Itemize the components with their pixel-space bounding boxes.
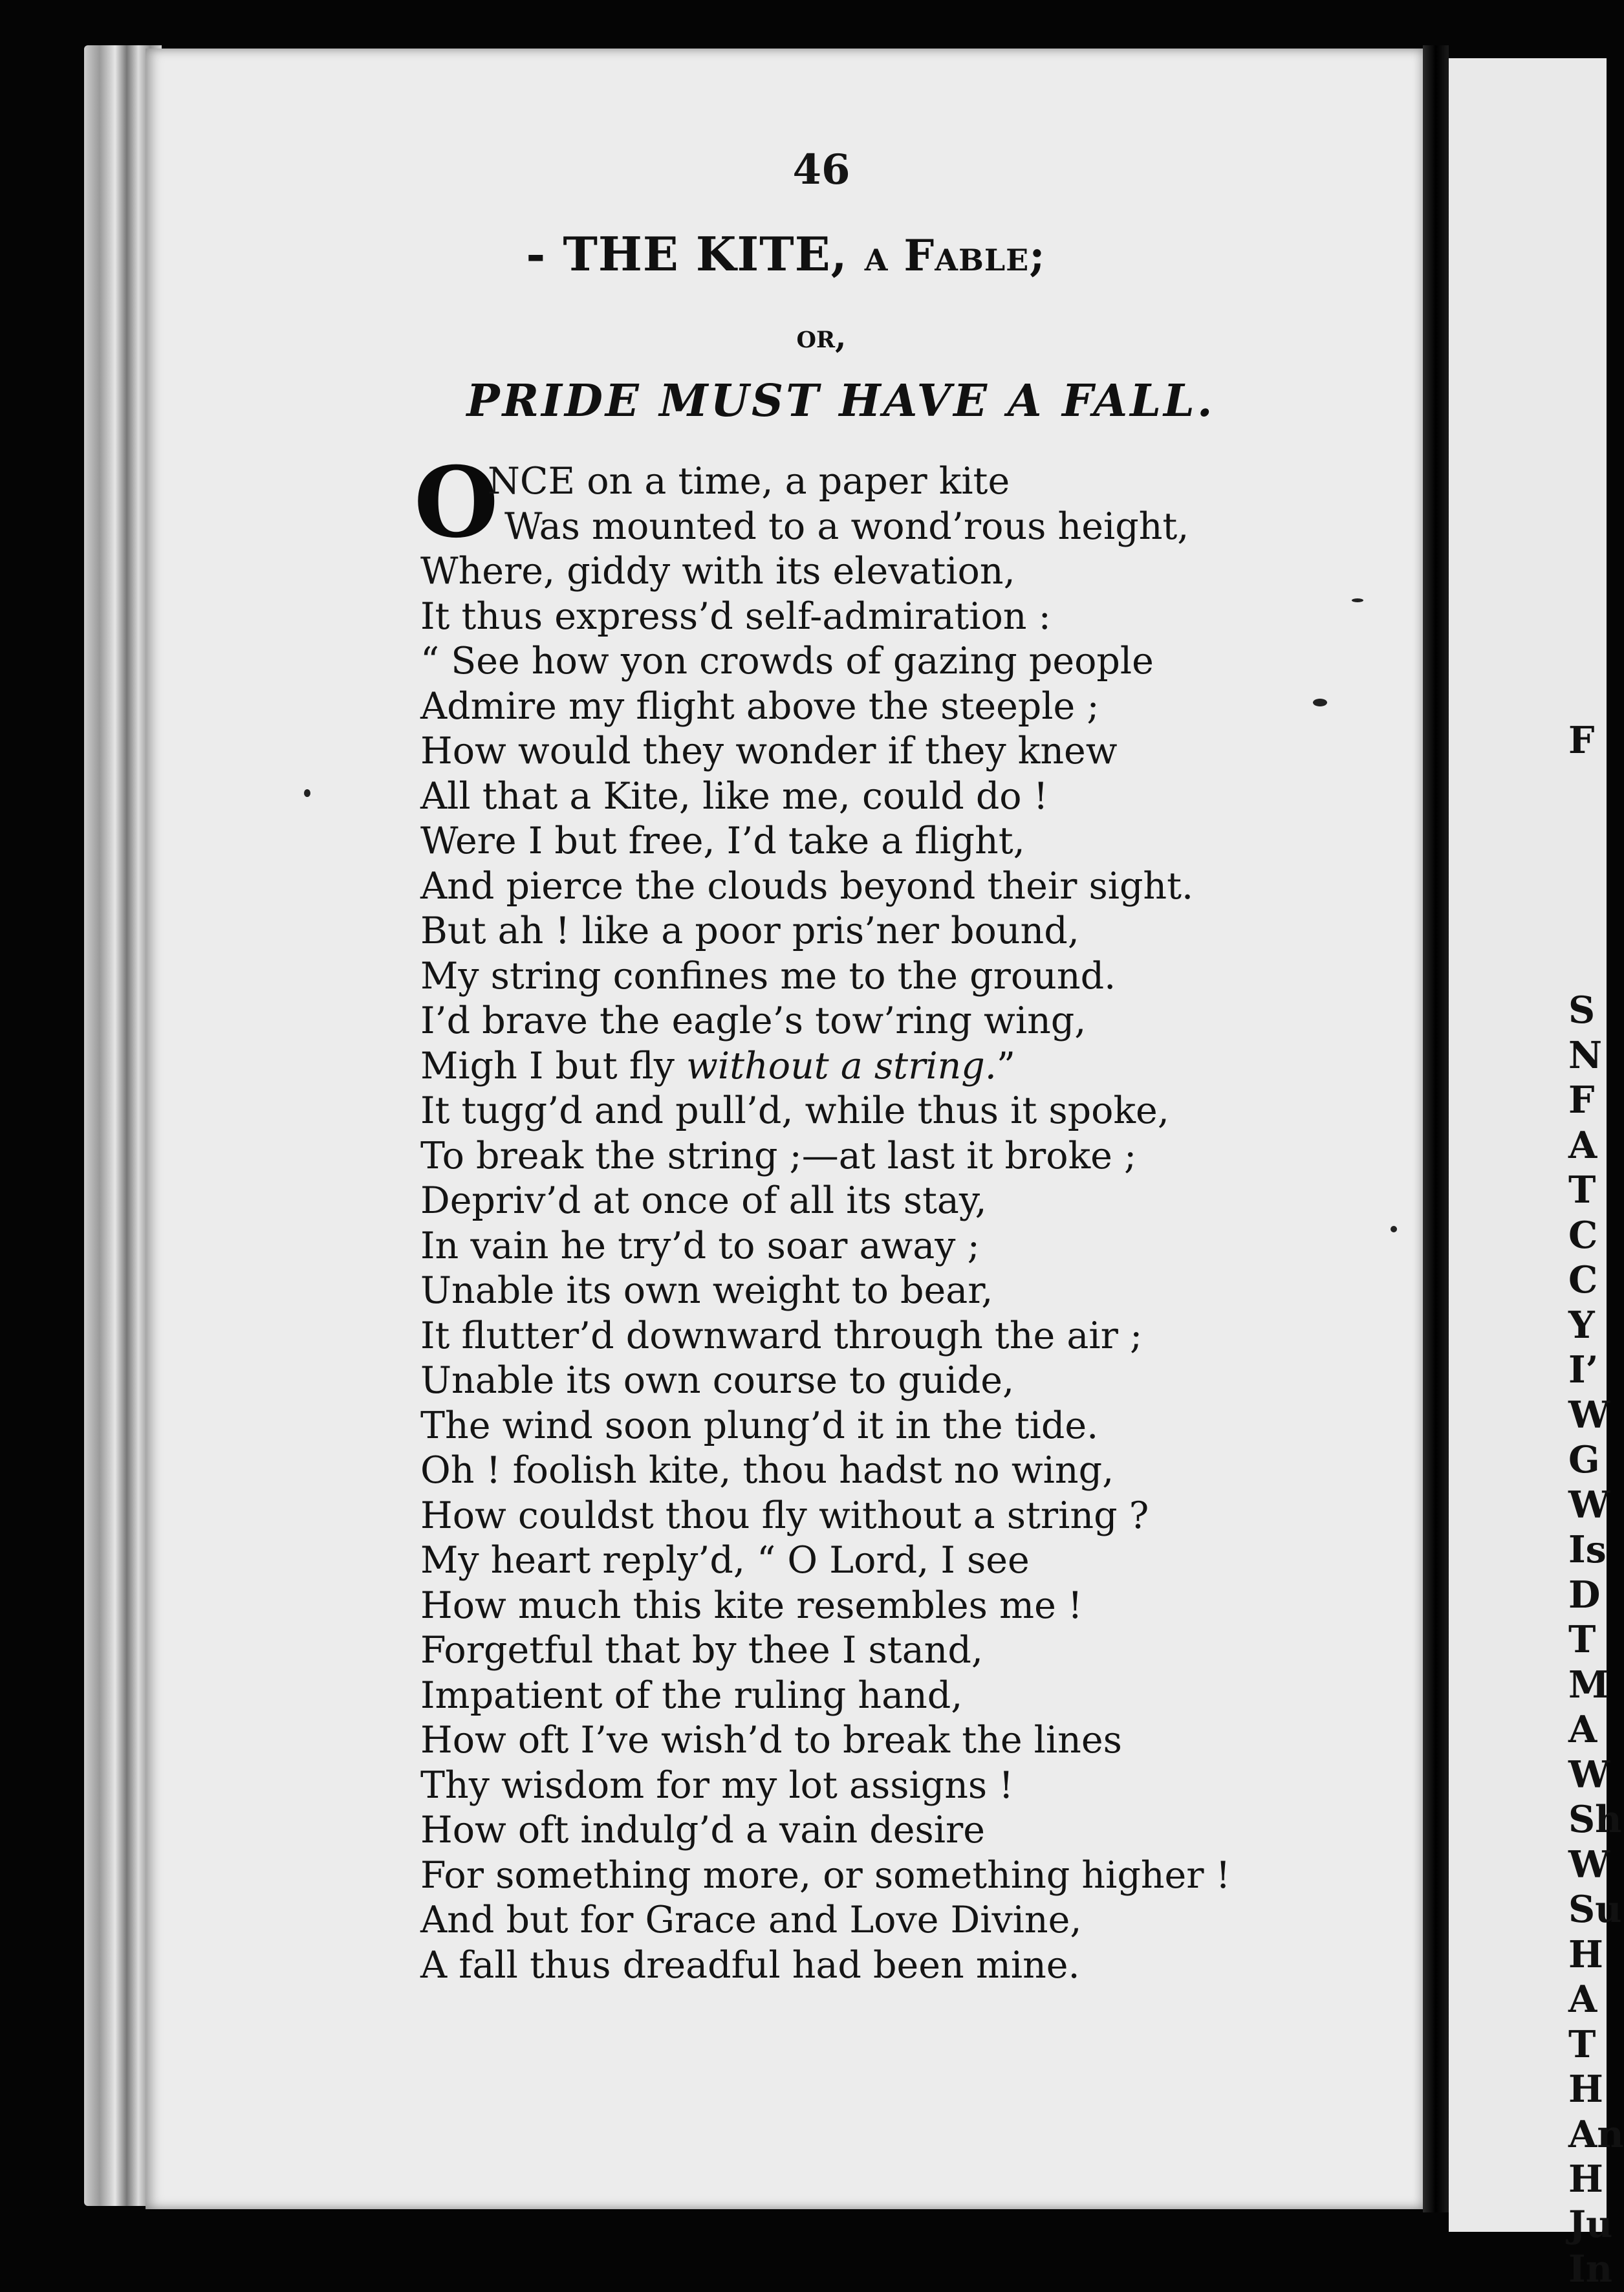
poem-line: My heart reply’d, “ O Lord, I see (420, 1539, 1030, 1582)
poem-line (420, 1044, 1358, 1089)
poem-line: How much this kite resembles me ! (420, 1584, 1083, 1627)
ink-speck (1313, 699, 1327, 706)
poem-line: All that a Kite, like me, could do ! (420, 774, 1048, 818)
facing-line: C (1568, 1213, 1598, 1257)
poem-line: Forgetful that by thee I stand, (420, 1629, 984, 1672)
facing-line: F (1568, 719, 1595, 762)
title-sub: a Fable; (864, 230, 1046, 281)
poem-line-italic: without a string. (686, 1044, 997, 1087)
facing-line: N (1568, 1033, 1603, 1077)
facing-line (1568, 808, 1614, 853)
facing-line: Is (1568, 1528, 1607, 1571)
facing-line: H (1568, 2157, 1603, 2201)
poem-line: It tugg’d and pull’d, while thus it spoke, (420, 1089, 1169, 1132)
poem-line: How couldst thou fly without a string ? (420, 1494, 1149, 1537)
poem-line-start: Migh I but fly (420, 1044, 675, 1087)
poem-line: Were I but free, I’d take a flight, (420, 820, 1025, 862)
facing-line: S (1568, 988, 1596, 1032)
facing-line: I’ (1568, 1348, 1599, 1392)
ink-speck (1352, 598, 1363, 602)
facing-line (1568, 943, 1614, 988)
facing-line: W (1568, 1752, 1610, 1796)
drop-cap: O (414, 446, 499, 560)
facing-line: H (1568, 2068, 1603, 2111)
facing-line: G (1568, 1438, 1600, 1481)
ink-speck (304, 789, 310, 797)
poem-line: My string confines me to the ground. (420, 954, 1116, 998)
poem-title (414, 226, 1158, 281)
facing-line: W (1568, 1393, 1610, 1437)
facing-line: T (1568, 2022, 1596, 2066)
facing-line: T (1568, 1618, 1596, 1661)
poem-line: Admire my flight above the steeple ; (420, 684, 1099, 728)
facing-page-text (1568, 718, 1624, 2292)
facing-line: F (1568, 1078, 1595, 1122)
facing-line: A (1568, 1978, 1597, 2021)
facing-line: A (1568, 1123, 1597, 1167)
poem-line-quote: ” (996, 1044, 1016, 1087)
poem-line: For something more, or something higher ! (420, 1853, 1231, 1897)
facing-line (1568, 763, 1614, 809)
poem-body (420, 459, 1358, 1988)
poem-line: Unable its own course to guide, (420, 1359, 1015, 1402)
facing-line: A (1568, 1708, 1597, 1751)
poem-line: Was mounted to a wond’rous height, (504, 505, 1189, 548)
facing-line: D (1568, 1573, 1601, 1617)
poem-line: To break the string ;—at last it broke ; (420, 1134, 1137, 1177)
page-number: 46 (792, 146, 850, 194)
poem-line: The wind soon plung’d it in the tide. (420, 1404, 1099, 1447)
poem-line: And pierce the clouds beyond their sight. (420, 864, 1194, 908)
facing-line: Y (1568, 1303, 1595, 1347)
facing-line: Sh (1568, 1798, 1622, 1841)
title-main: - THE KITE, (526, 226, 848, 281)
facing-line: Ju (1568, 2202, 1613, 2246)
facing-line (1568, 898, 1614, 943)
poem-line: It flutter’d downward through the air ; (420, 1314, 1143, 1357)
poem-line: How oft I’ve wish’d to break the lines (420, 1719, 1122, 1762)
facing-line (1568, 853, 1614, 899)
facing-line: In (1568, 2247, 1613, 2291)
facing-line: An (1568, 2112, 1624, 2156)
poem-line: And but for Grace and Love Divine, (420, 1899, 1082, 1941)
book-gutter (1423, 45, 1449, 2212)
ink-speck (1391, 1226, 1397, 1232)
poem-line: How would they wonder if they knew (420, 730, 1118, 772)
facing-line: W (1568, 1483, 1610, 1527)
poem-line: But ah ! like a poor pris’ner bound, (420, 910, 1079, 952)
title-or: or, (796, 317, 847, 355)
poem-line: Where, giddy with its elevation, (420, 550, 1015, 593)
facing-line: H (1568, 1932, 1603, 1976)
facing-line: C (1568, 1258, 1598, 1302)
poem-line: “ See how yon crowds of gazing people (420, 640, 1154, 682)
facing-line: M (1568, 1663, 1610, 1707)
poem-line: In vain he try’d to soar away ; (420, 1224, 980, 1267)
facing-line: Su (1568, 1888, 1622, 1931)
poem-subtitle: PRIDE MUST HAVE A FALL. (466, 375, 1215, 427)
facing-line: W (1568, 1842, 1610, 1886)
poem-line: How oft indulg’d a vain desire (420, 1809, 985, 1851)
poem-line: It thus express’d self-admiration : (420, 595, 1051, 638)
poem-line: Oh ! foolish kite, thou hadst no wing, (420, 1449, 1114, 1492)
poem-line: Unable its own weight to bear, (420, 1269, 993, 1312)
poem-line: I’d brave the eagle’s tow’ring wing, (420, 999, 1087, 1042)
poem-line: A fall thus dreadful had been mine. (420, 1943, 1080, 1987)
poem-line: Impatient of the ruling hand, (420, 1674, 963, 1717)
poem-line: Depriv’d at once of all its stay, (420, 1179, 987, 1222)
poem-line: NCE on a time, a paper kite (488, 460, 1010, 503)
facing-line: T (1568, 1168, 1596, 1212)
poem-line: Thy wisdom for my lot assigns ! (420, 1763, 1014, 1807)
